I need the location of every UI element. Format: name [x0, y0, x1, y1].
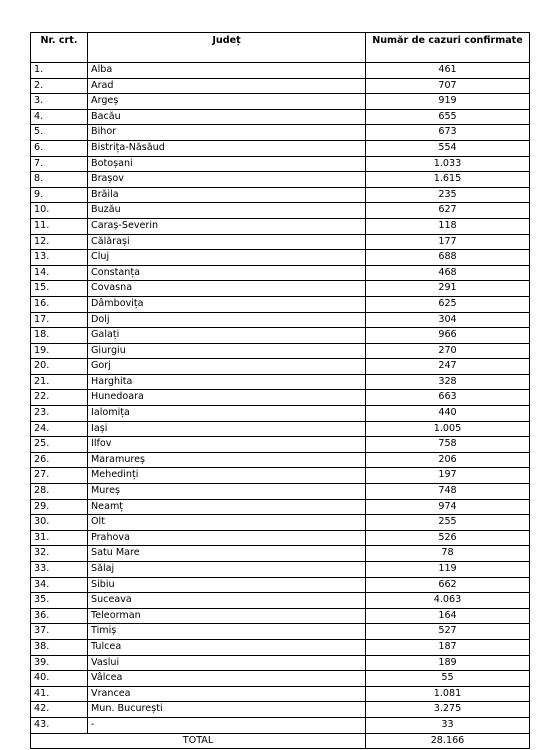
table-row: [31, 359, 530, 375]
row-number-cell: 18.: [31, 328, 88, 344]
cases-cell: 662: [366, 577, 530, 593]
row-number-cell: 38.: [31, 639, 88, 655]
county-cell: Satu Mare: [88, 546, 366, 562]
county-cell: Călărași: [88, 234, 366, 250]
table-row: [31, 702, 530, 718]
county-cell: Timiș: [88, 624, 366, 640]
row-number-cell: 29.: [31, 499, 88, 515]
table-row: [31, 406, 530, 422]
row-number-cell: 35.: [31, 593, 88, 609]
county-cell: Bistrița-Năsăud: [88, 140, 366, 156]
county-cell: Tulcea: [88, 639, 366, 655]
row-number-cell: 4.: [31, 109, 88, 125]
cases-cell: 328: [366, 374, 530, 390]
table-row: [31, 172, 530, 188]
row-number-cell: 34.: [31, 577, 88, 593]
table-row: [31, 156, 530, 172]
table-row: [31, 593, 530, 609]
cases-cell: 1.081: [366, 686, 530, 702]
county-cell: Neamț: [88, 499, 366, 515]
cases-cell: 440: [366, 406, 530, 422]
table-row: [31, 484, 530, 500]
table-row: [31, 577, 530, 593]
cases-cell: 55: [366, 671, 530, 687]
table-row: [31, 686, 530, 702]
county-cell: Ilfov: [88, 437, 366, 453]
table-row: [31, 203, 530, 219]
county-cell: Buzău: [88, 203, 366, 219]
row-number-cell: 41.: [31, 686, 88, 702]
row-number-cell: 15.: [31, 281, 88, 297]
row-number-cell: 40.: [31, 671, 88, 687]
county-cell: Maramureș: [88, 452, 366, 468]
table-row: [31, 468, 530, 484]
cases-cell: 966: [366, 328, 530, 344]
row-number-cell: 13.: [31, 250, 88, 266]
row-number-cell: 5.: [31, 125, 88, 141]
table-row: [31, 546, 530, 562]
table-row: [31, 452, 530, 468]
table-row: [31, 421, 530, 437]
table-row: [31, 671, 530, 687]
table-row: [31, 125, 530, 141]
header-judet: Județ: [88, 33, 366, 63]
county-cell: Harghita: [88, 374, 366, 390]
county-cell: Galați: [88, 328, 366, 344]
row-number-cell: 12.: [31, 234, 88, 250]
row-number-cell: 3.: [31, 94, 88, 110]
cases-cell: 4.063: [366, 593, 530, 609]
cases-cell: 255: [366, 515, 530, 531]
county-cell: Covasna: [88, 281, 366, 297]
cases-cell: 1.005: [366, 421, 530, 437]
cases-cell: 655: [366, 109, 530, 125]
table-row: [31, 390, 530, 406]
cases-cell: 758: [366, 437, 530, 453]
table-row: [31, 140, 530, 156]
county-cell: Brașov: [88, 172, 366, 188]
table-footer: [31, 733, 530, 749]
table-row: [31, 562, 530, 578]
table-row: [31, 655, 530, 671]
county-cell: Sibiu: [88, 577, 366, 593]
table-row: [31, 94, 530, 110]
county-cell: Arad: [88, 78, 366, 94]
row-number-cell: 27.: [31, 468, 88, 484]
cases-cell: 304: [366, 312, 530, 328]
county-cell: Argeș: [88, 94, 366, 110]
cases-cell: 164: [366, 608, 530, 624]
header-row: [31, 33, 530, 63]
county-cell: Cluj: [88, 250, 366, 266]
row-number-cell: 2.: [31, 78, 88, 94]
county-cell: Sălaj: [88, 562, 366, 578]
cases-cell: 554: [366, 140, 530, 156]
table-row: [31, 328, 530, 344]
row-number-cell: 19.: [31, 343, 88, 359]
row-number-cell: 6.: [31, 140, 88, 156]
cases-cell: 974: [366, 499, 530, 515]
cases-cell: 235: [366, 187, 530, 203]
county-cell: Vaslui: [88, 655, 366, 671]
county-cell: Dâmbovița: [88, 296, 366, 312]
row-number-cell: 31.: [31, 530, 88, 546]
row-number-cell: 25.: [31, 437, 88, 453]
row-number-cell: 42.: [31, 702, 88, 718]
county-cell: Mehedinți: [88, 468, 366, 484]
cases-cell: 206: [366, 452, 530, 468]
row-number-cell: 14.: [31, 265, 88, 281]
row-number-cell: 22.: [31, 390, 88, 406]
table-row: [31, 530, 530, 546]
cases-cell: 526: [366, 530, 530, 546]
row-number-cell: 17.: [31, 312, 88, 328]
table-row: [31, 624, 530, 640]
cases-table: [30, 32, 530, 749]
county-cell: Dolj: [88, 312, 366, 328]
cases-cell: 187: [366, 639, 530, 655]
table-row: [31, 296, 530, 312]
county-cell: Mun. București: [88, 702, 366, 718]
cases-cell: 33: [366, 717, 530, 733]
cases-cell: 748: [366, 484, 530, 500]
county-cell: Caraș-Severin: [88, 218, 366, 234]
table-row: [31, 343, 530, 359]
row-number-cell: 16.: [31, 296, 88, 312]
county-cell: Teleorman: [88, 608, 366, 624]
cases-cell: 461: [366, 63, 530, 79]
cases-cell: 919: [366, 94, 530, 110]
county-cell: Giurgiu: [88, 343, 366, 359]
county-cell: Suceava: [88, 593, 366, 609]
cases-cell: 3.275: [366, 702, 530, 718]
table-row: [31, 265, 530, 281]
county-cell: Bacău: [88, 109, 366, 125]
cases-cell: 197: [366, 468, 530, 484]
county-cell: Vâlcea: [88, 671, 366, 687]
cases-cell: 627: [366, 203, 530, 219]
row-number-cell: 11.: [31, 218, 88, 234]
row-number-cell: 36.: [31, 608, 88, 624]
cases-cell: 673: [366, 125, 530, 141]
row-number-cell: 7.: [31, 156, 88, 172]
table-row: [31, 218, 530, 234]
county-cell: Vrancea: [88, 686, 366, 702]
cases-cell: 189: [366, 655, 530, 671]
cases-cell: 688: [366, 250, 530, 266]
header-nr: Nr. crt.: [31, 33, 88, 63]
row-number-cell: 30.: [31, 515, 88, 531]
cases-cell: 625: [366, 296, 530, 312]
table-row: [31, 608, 530, 624]
cases-cell: 291: [366, 281, 530, 297]
cases-cell: 663: [366, 390, 530, 406]
table-row: [31, 437, 530, 453]
row-number-cell: 1.: [31, 63, 88, 79]
row-number-cell: 21.: [31, 374, 88, 390]
county-cell: Hunedoara: [88, 390, 366, 406]
table-row: [31, 639, 530, 655]
table-row: [31, 281, 530, 297]
county-cell: Bihor: [88, 125, 366, 141]
row-number-cell: 26.: [31, 452, 88, 468]
county-cell: -: [88, 717, 366, 733]
table-row: [31, 250, 530, 266]
row-number-cell: 20.: [31, 359, 88, 375]
row-number-cell: 8.: [31, 172, 88, 188]
table-row: [31, 109, 530, 125]
county-cell: Ialomița: [88, 406, 366, 422]
row-number-cell: 43.: [31, 717, 88, 733]
table-row: [31, 312, 530, 328]
cases-cell: 468: [366, 265, 530, 281]
cases-cell: 707: [366, 78, 530, 94]
county-cell: Iași: [88, 421, 366, 437]
table-header: [31, 33, 530, 63]
total-row: [31, 733, 530, 749]
county-cell: Constanța: [88, 265, 366, 281]
row-number-cell: 23.: [31, 406, 88, 422]
table-row: [31, 717, 530, 733]
row-number-cell: 39.: [31, 655, 88, 671]
total-label: TOTAL: [31, 733, 366, 749]
cases-cell: 177: [366, 234, 530, 250]
county-cell: Alba: [88, 63, 366, 79]
row-number-cell: 9.: [31, 187, 88, 203]
cases-cell: 270: [366, 343, 530, 359]
row-number-cell: 32.: [31, 546, 88, 562]
cases-cell: 119: [366, 562, 530, 578]
row-number-cell: 24.: [31, 421, 88, 437]
row-number-cell: 37.: [31, 624, 88, 640]
row-number-cell: 10.: [31, 203, 88, 219]
cases-cell: 247: [366, 359, 530, 375]
county-cell: Botoșani: [88, 156, 366, 172]
cases-cell: 1.615: [366, 172, 530, 188]
row-number-cell: 28.: [31, 484, 88, 500]
table-row: [31, 78, 530, 94]
county-cell: Olt: [88, 515, 366, 531]
table-row: [31, 515, 530, 531]
cases-cell: 118: [366, 218, 530, 234]
table-row: [31, 187, 530, 203]
total-value: 28.166: [366, 733, 530, 749]
cases-cell: 527: [366, 624, 530, 640]
table-row: [31, 374, 530, 390]
county-cell: Gorj: [88, 359, 366, 375]
header-cases: Număr de cazuri confirmate: [366, 33, 530, 63]
county-cell: Prahova: [88, 530, 366, 546]
table-body: [31, 63, 530, 734]
table-row: [31, 499, 530, 515]
cases-cell: 1.033: [366, 156, 530, 172]
row-number-cell: 33.: [31, 562, 88, 578]
table-row: [31, 234, 530, 250]
county-cell: Brăila: [88, 187, 366, 203]
table-row: [31, 63, 530, 79]
county-cell: Mureș: [88, 484, 366, 500]
cases-cell: 78: [366, 546, 530, 562]
